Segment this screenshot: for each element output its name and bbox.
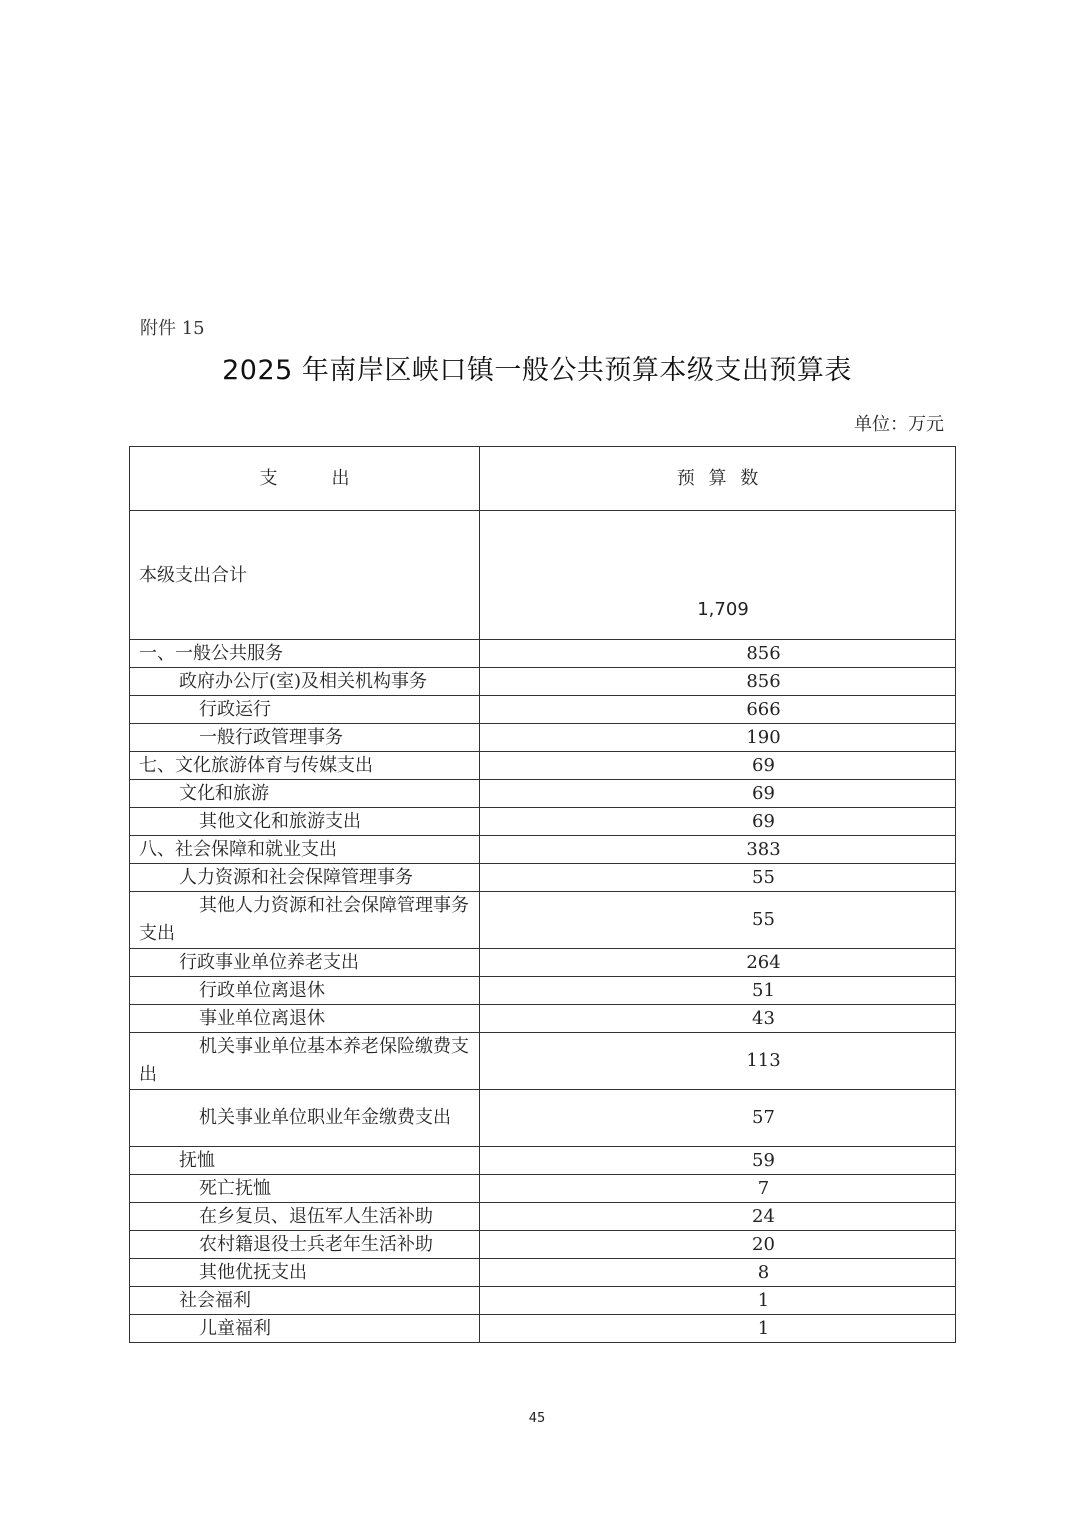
row-label: 其他人力资源和社会保障管理事务支出 xyxy=(130,892,480,949)
row-label: 八、社会保障和就业支出 xyxy=(130,836,480,864)
row-value: 7 xyxy=(480,1175,956,1203)
row-label: 行政运行 xyxy=(130,696,480,724)
row-label: 其他优抚支出 xyxy=(130,1259,480,1287)
row-value: 69 xyxy=(480,752,956,780)
row-label: 儿童福利 xyxy=(130,1315,480,1343)
table-row xyxy=(130,808,956,836)
row-value: 264 xyxy=(480,949,956,977)
table-row xyxy=(130,1005,956,1033)
row-label: 人力资源和社会保障管理事务 xyxy=(130,864,480,892)
row-value: 1 xyxy=(480,1315,956,1343)
row-label: 抚恤 xyxy=(130,1147,480,1175)
budget-table xyxy=(129,446,956,1343)
row-label: 农村籍退役士兵老年生活补助 xyxy=(130,1231,480,1259)
table-row xyxy=(130,1033,956,1090)
row-value: 69 xyxy=(480,808,956,836)
row-value: 57 xyxy=(480,1090,956,1147)
table-row xyxy=(130,1203,956,1231)
unit-label: 单位：万元 xyxy=(854,414,944,435)
row-value: 55 xyxy=(480,892,956,949)
table-row xyxy=(130,1147,956,1175)
page-number: 45 xyxy=(528,1411,546,1426)
table-row xyxy=(130,780,956,808)
row-label: 七、文化旅游体育与传媒支出 xyxy=(130,752,480,780)
row-label: 死亡抚恤 xyxy=(130,1175,480,1203)
row-label: 事业单位离退休 xyxy=(130,1005,480,1033)
row-label: 一、一般公共服务 xyxy=(130,640,480,668)
row-value: 55 xyxy=(480,864,956,892)
row-value: 856 xyxy=(480,640,956,668)
table-row xyxy=(130,949,956,977)
row-label: 文化和旅游 xyxy=(130,780,480,808)
table-row xyxy=(130,640,956,668)
row-value: 190 xyxy=(480,724,956,752)
row-value: 856 xyxy=(480,668,956,696)
row-label: 在乡复员、退伍军人生活补助 xyxy=(130,1203,480,1231)
row-label: 政府办公厅(室)及相关机构事务 xyxy=(130,668,480,696)
table-row xyxy=(130,1287,956,1315)
row-label: 行政单位离退休 xyxy=(130,977,480,1005)
header-expenditure: 支 出 xyxy=(130,447,480,511)
row-label: 社会福利 xyxy=(130,1287,480,1315)
row-value: 8 xyxy=(480,1259,956,1287)
row-label: 行政事业单位养老支出 xyxy=(130,949,480,977)
table-header-row xyxy=(130,447,956,511)
total-row xyxy=(130,511,956,640)
row-value: 69 xyxy=(480,780,956,808)
table-row xyxy=(130,724,956,752)
table-row xyxy=(130,864,956,892)
row-value: 666 xyxy=(480,696,956,724)
row-label: 机关事业单位基本养老保险缴费支出 xyxy=(130,1033,480,1090)
row-value: 113 xyxy=(480,1033,956,1090)
row-label: 一般行政管理事务 xyxy=(130,724,480,752)
table-row xyxy=(130,1090,956,1147)
table-row xyxy=(130,1231,956,1259)
header-budget-amount: 预 算 数 xyxy=(480,447,956,511)
row-value: 51 xyxy=(480,977,956,1005)
row-value: 43 xyxy=(480,1005,956,1033)
total-label: 本级支出合计 xyxy=(130,511,480,640)
row-value: 20 xyxy=(480,1231,956,1259)
table-row xyxy=(130,1259,956,1287)
table-row xyxy=(130,696,956,724)
table-row xyxy=(130,1315,956,1343)
table-row xyxy=(130,752,956,780)
attachment-label: 附件 15 xyxy=(140,318,205,339)
row-value: 24 xyxy=(480,1203,956,1231)
table-row xyxy=(130,1175,956,1203)
page-title: 2025 年南岸区峡口镇一般公共预算本级支出预算表 xyxy=(222,355,852,386)
table-row xyxy=(130,977,956,1005)
row-value: 1 xyxy=(480,1287,956,1315)
table-row xyxy=(130,668,956,696)
table-row xyxy=(130,892,956,949)
row-label: 机关事业单位职业年金缴费支出 xyxy=(130,1090,480,1147)
table-row xyxy=(130,836,956,864)
row-value: 59 xyxy=(480,1147,956,1175)
total-value: 1,709 xyxy=(480,511,956,640)
row-value: 383 xyxy=(480,836,956,864)
row-label: 其他文化和旅游支出 xyxy=(130,808,480,836)
